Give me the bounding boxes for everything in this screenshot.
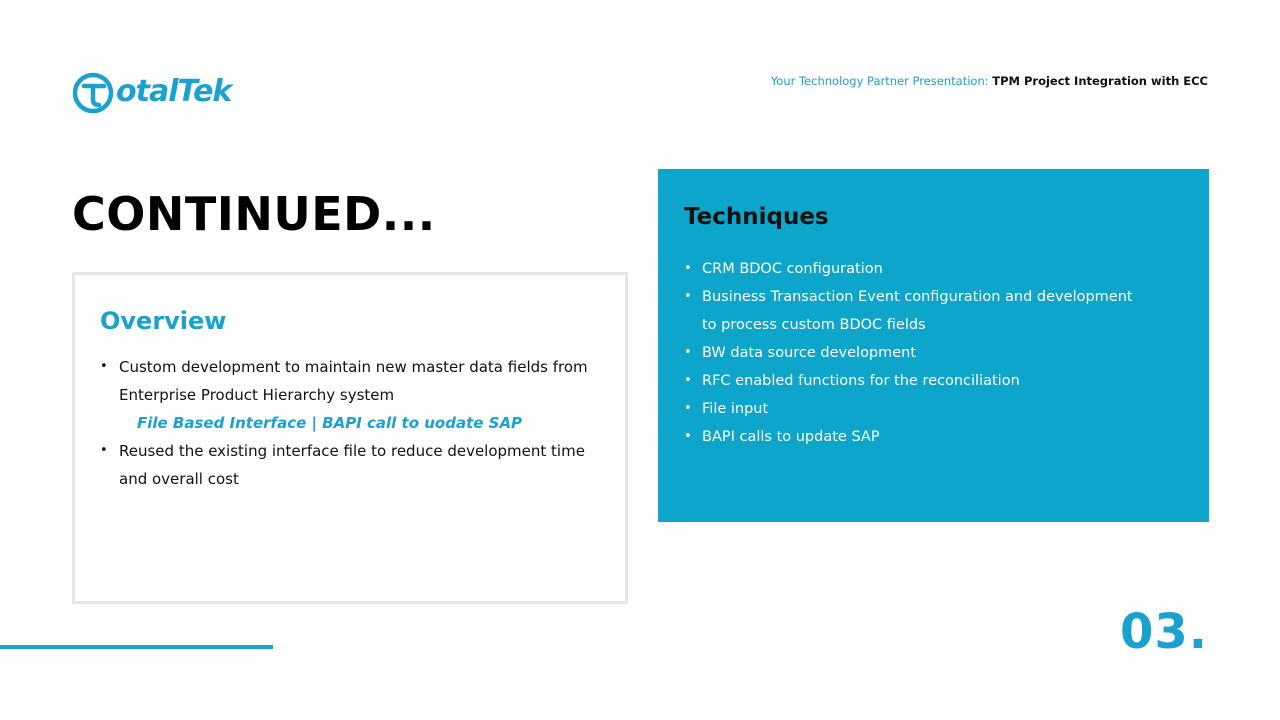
overview-item-line: Enterprise Product Hierarchy system (119, 386, 395, 404)
overview-item-line: and overall cost (119, 470, 239, 488)
overview-item-line: Reused the existing interface file to reduce development time (119, 442, 585, 460)
bullet-icon: • (684, 401, 692, 416)
accent-divider (0, 645, 273, 649)
logo-mark-icon (72, 70, 116, 116)
bullet-icon: • (684, 261, 692, 276)
techniques-item (684, 339, 1184, 367)
bullet-icon: • (684, 429, 692, 444)
techniques-heading: Techniques (684, 204, 829, 230)
techniques-item (684, 283, 1184, 339)
techniques-item-line: RFC enabled functions for the reconciliation (702, 373, 1020, 389)
bullet-icon: • (100, 359, 108, 374)
techniques-item-line: BW data source development (702, 345, 917, 361)
techniques-panel (658, 169, 1209, 522)
slide-title: CONTINUED... (72, 187, 436, 241)
techniques-item (684, 395, 1184, 423)
presentation-header (771, 73, 1208, 89)
bullet-icon: • (684, 373, 692, 388)
techniques-item-line: CRM BDOC configuration (702, 261, 883, 277)
totaltek-logo (72, 70, 232, 118)
overview-item-subtext: File Based Interface | BAPI call to uodate SAP (137, 414, 523, 432)
techniques-item-line: Business Transaction Event configuration and development (702, 289, 1133, 305)
overview-item (100, 353, 600, 437)
techniques-item-line: to process custom BDOC fields (702, 317, 926, 333)
techniques-item (684, 255, 1184, 283)
overview-item (100, 437, 600, 493)
header-title: TPM Project Integration with ECC (992, 74, 1208, 88)
techniques-item-line: File input (702, 401, 769, 417)
bullet-icon: • (684, 345, 692, 360)
overview-list (100, 353, 600, 493)
overview-heading: Overview (100, 307, 227, 335)
techniques-item-line: BAPI calls to update SAP (702, 429, 880, 445)
overview-item-line: Custom development to maintain new master data fields from (119, 358, 588, 376)
overview-card (72, 272, 628, 604)
bullet-icon: • (100, 443, 108, 458)
techniques-item (684, 367, 1184, 395)
bullet-icon: • (684, 289, 692, 304)
techniques-list (684, 255, 1184, 451)
page-number: 03. (1119, 604, 1208, 660)
logo-wordmark: otalTek (116, 74, 232, 109)
techniques-item (684, 423, 1184, 451)
header-prefix: Your Technology Partner Presentation: (770, 74, 993, 88)
